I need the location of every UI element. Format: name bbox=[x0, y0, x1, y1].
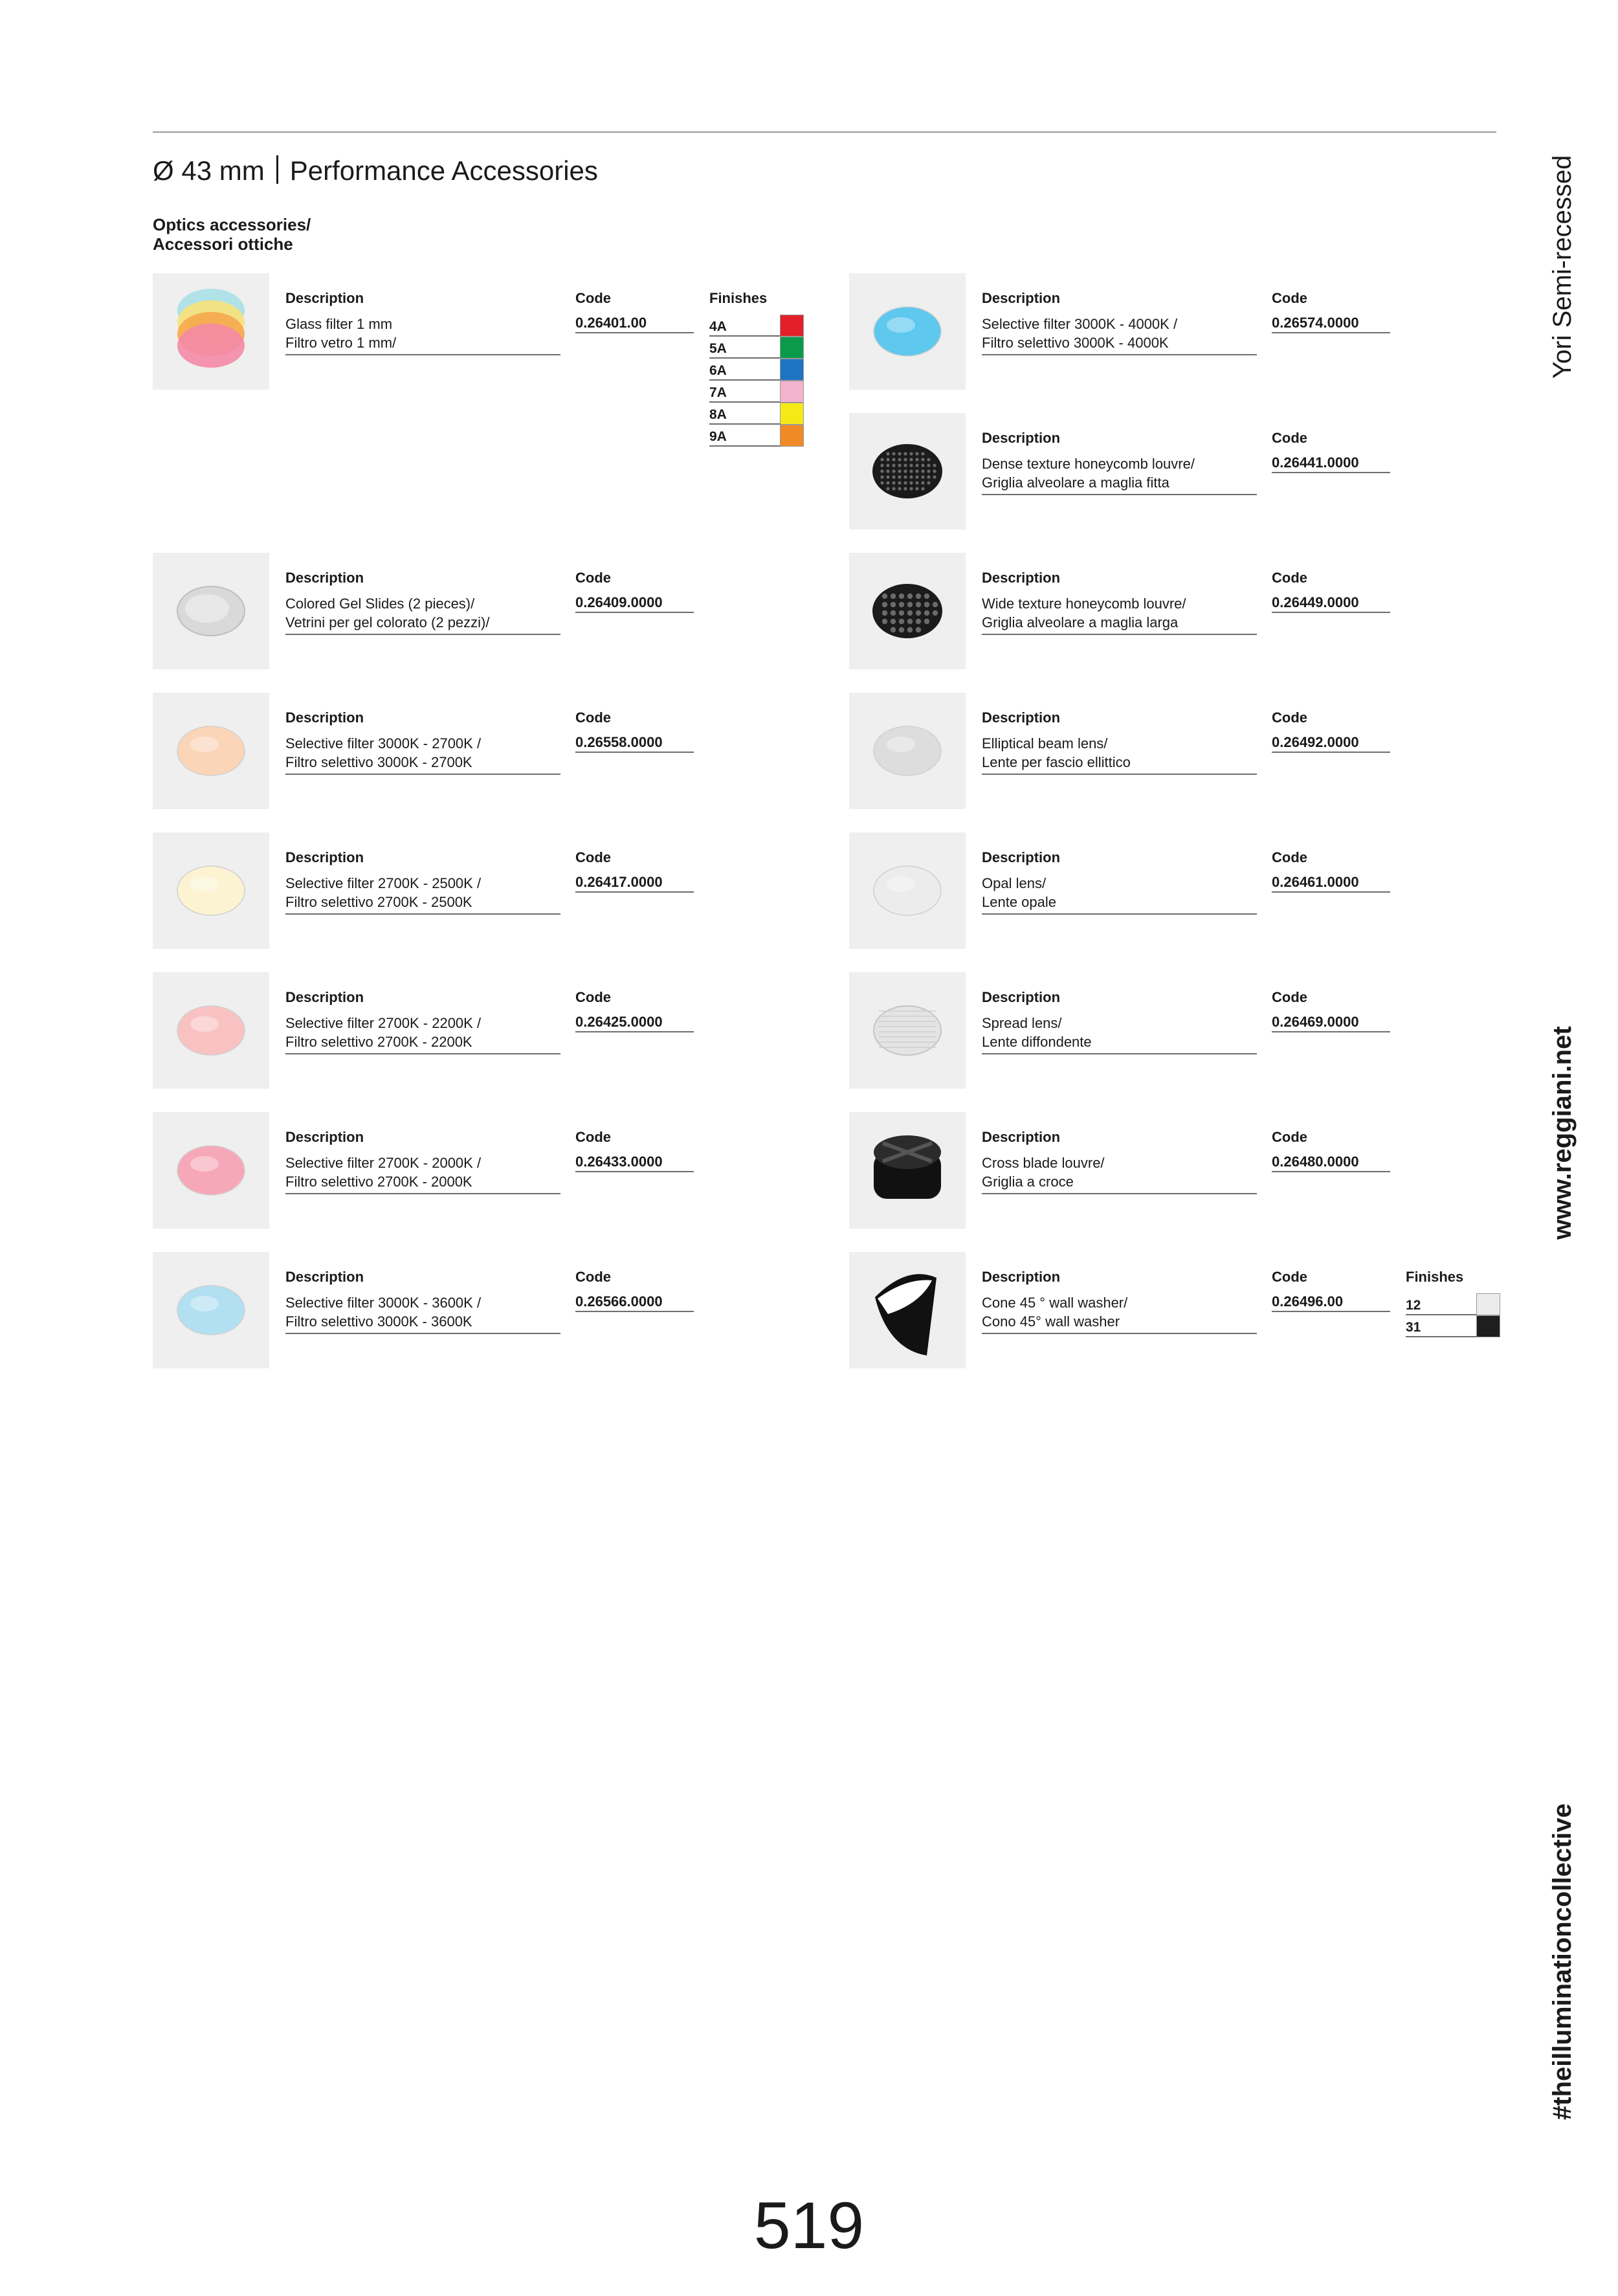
finish-swatch bbox=[1476, 1293, 1500, 1315]
code-rule bbox=[575, 752, 694, 753]
description-text-it: Griglia alveolare a maglia fitta bbox=[982, 474, 1169, 491]
finishes-header: Finishes bbox=[709, 290, 768, 306]
finish-code: 4A bbox=[709, 319, 727, 334]
description-rule bbox=[285, 1333, 560, 1334]
accessory-item bbox=[849, 693, 1496, 810]
accessory-item bbox=[153, 1112, 800, 1230]
description-rule bbox=[285, 1053, 560, 1054]
code-rule bbox=[1272, 612, 1390, 613]
description-text-en: Selective filter 2700K - 2200K / bbox=[285, 1015, 482, 1031]
code-rule bbox=[1272, 752, 1390, 753]
code-rule bbox=[1272, 891, 1390, 893]
description-label: Description bbox=[285, 849, 364, 865]
description-text-en: Selective filter 2700K - 2500K / bbox=[285, 875, 482, 891]
product-code: 0.26496.00 bbox=[1272, 1293, 1344, 1310]
code-rule bbox=[1272, 1031, 1390, 1032]
product-thumbnail bbox=[849, 972, 966, 1089]
description-label: Description bbox=[982, 430, 1061, 446]
cross-blade-louvre-icon bbox=[849, 1112, 966, 1229]
description-text-en: Selective filter 3000K - 2700K / bbox=[285, 735, 482, 752]
description-text-it: Vetrini per gel colorato (2 pezzi)/ bbox=[285, 614, 490, 630]
cone-wall-washer-icon bbox=[849, 1252, 966, 1368]
finish-swatch bbox=[780, 425, 804, 447]
title-separator bbox=[276, 155, 278, 184]
description-rule bbox=[982, 1333, 1257, 1334]
product-code: 0.26409.0000 bbox=[575, 594, 663, 610]
code-rule bbox=[1272, 1171, 1390, 1172]
description-text-it: Lente opale bbox=[982, 894, 1056, 910]
side-website: www.reggiani.net bbox=[1548, 1026, 1577, 1240]
accessory-item bbox=[849, 413, 1496, 531]
product-thumbnail bbox=[849, 553, 966, 669]
code-rule bbox=[575, 612, 694, 613]
finish-code: 8A bbox=[709, 407, 727, 422]
code-rule bbox=[1272, 1311, 1390, 1312]
finish-row bbox=[709, 337, 804, 359]
description-text-it: Filtro selettivo 2700K - 2200K bbox=[285, 1034, 472, 1050]
finish-row bbox=[709, 403, 804, 425]
description-text-en: Cone 45 ° wall washer/ bbox=[982, 1295, 1128, 1311]
description-text-en: Selective filter 2700K - 2000K / bbox=[285, 1155, 482, 1171]
code-label: Code bbox=[1272, 290, 1307, 306]
description-rule bbox=[285, 634, 560, 635]
code-rule bbox=[575, 1171, 694, 1172]
dense-honeycomb-icon bbox=[849, 413, 966, 529]
blue-filter-icon bbox=[849, 273, 966, 390]
description-rule bbox=[982, 494, 1257, 495]
code-rule bbox=[575, 332, 694, 333]
description-rule bbox=[285, 354, 560, 355]
code-label: Code bbox=[1272, 709, 1307, 726]
description-text-it: Filtro vetro 1 mm/ bbox=[285, 335, 397, 351]
finish-code: 7A bbox=[709, 385, 727, 400]
product-thumbnail bbox=[153, 832, 269, 949]
description-text-en: Cross blade louvre/ bbox=[982, 1155, 1105, 1171]
accessory-item bbox=[849, 553, 1496, 671]
product-code: 0.26480.0000 bbox=[1272, 1154, 1359, 1170]
description-rule bbox=[982, 634, 1257, 635]
product-code: 0.26461.0000 bbox=[1272, 874, 1359, 890]
side-hashtag: #theilluminationcollective bbox=[1548, 1803, 1577, 2120]
accessory-item bbox=[849, 1112, 1496, 1230]
title-size: Ø 43 mm bbox=[153, 155, 265, 186]
finish-swatch bbox=[780, 315, 804, 337]
description-label: Description bbox=[285, 570, 364, 586]
description-rule bbox=[285, 1193, 560, 1194]
product-thumbnail bbox=[849, 693, 966, 809]
finish-row bbox=[1406, 1315, 1500, 1337]
description-rule bbox=[982, 1193, 1257, 1194]
description-text-en: Wide texture honeycomb louvre/ bbox=[982, 596, 1186, 612]
description-label: Description bbox=[982, 989, 1061, 1005]
description-text-it: Filtro selettivo 2700K - 2000K bbox=[285, 1174, 472, 1190]
description-text-it: Filtro selettivo 3000K - 3600K bbox=[285, 1313, 472, 1330]
code-label: Code bbox=[575, 290, 611, 306]
product-code: 0.26449.0000 bbox=[1272, 594, 1359, 610]
accessory-item bbox=[849, 972, 1496, 1090]
product-thumbnail bbox=[153, 1252, 269, 1368]
code-rule bbox=[575, 891, 694, 893]
product-code: 0.26558.0000 bbox=[575, 734, 663, 750]
description-text-en: Opal lens/ bbox=[982, 875, 1047, 891]
description-text-it: Lente diffondente bbox=[982, 1034, 1092, 1050]
accessory-item bbox=[849, 832, 1496, 950]
product-thumbnail bbox=[153, 1112, 269, 1229]
product-code: 0.26566.0000 bbox=[575, 1293, 663, 1310]
salmon-filter-icon bbox=[153, 972, 269, 1089]
product-thumbnail bbox=[849, 413, 966, 529]
code-label: Code bbox=[575, 570, 611, 586]
section-heading-line1: Optics accessories/ bbox=[153, 215, 311, 234]
accessory-item bbox=[153, 832, 800, 950]
code-label: Code bbox=[575, 1269, 611, 1285]
finish-code: 31 bbox=[1406, 1320, 1421, 1335]
finish-swatch bbox=[780, 359, 804, 381]
gel-slide-icon bbox=[153, 553, 269, 669]
code-label: Code bbox=[1272, 570, 1307, 586]
description-label: Description bbox=[982, 709, 1061, 726]
description-text-en: Spread lens/ bbox=[982, 1015, 1062, 1031]
product-code: 0.26417.0000 bbox=[575, 874, 663, 890]
cream-filter-icon bbox=[153, 832, 269, 949]
product-code: 0.26425.0000 bbox=[575, 1014, 663, 1030]
description-rule bbox=[982, 774, 1257, 775]
description-text-en: Dense texture honeycomb louvre/ bbox=[982, 456, 1195, 472]
description-label: Description bbox=[982, 1129, 1061, 1145]
product-thumbnail bbox=[153, 553, 269, 669]
product-code: 0.26574.0000 bbox=[1272, 315, 1359, 331]
code-rule bbox=[575, 1031, 694, 1032]
description-label: Description bbox=[982, 570, 1061, 586]
description-label: Description bbox=[285, 989, 364, 1005]
finishes-table bbox=[1406, 1269, 1500, 1337]
description-rule bbox=[982, 913, 1257, 915]
finish-code: 6A bbox=[709, 363, 727, 378]
description-rule bbox=[982, 1053, 1257, 1054]
product-code: 0.26441.0000 bbox=[1272, 454, 1359, 471]
description-text-en: Glass filter 1 mm bbox=[285, 316, 393, 332]
description-rule bbox=[982, 354, 1257, 355]
finish-row bbox=[709, 315, 804, 337]
description-text-it: Filtro selettivo 3000K - 4000K bbox=[982, 335, 1169, 351]
title-name: Performance Accessories bbox=[289, 155, 598, 186]
description-label: Description bbox=[982, 1269, 1061, 1285]
description-text-en: Elliptical beam lens/ bbox=[982, 735, 1108, 752]
product-thumbnail bbox=[849, 832, 966, 949]
finish-swatch bbox=[780, 381, 804, 403]
description-text-en: Selective filter 3000K - 3600K / bbox=[285, 1295, 482, 1311]
finish-row bbox=[709, 359, 804, 381]
code-label: Code bbox=[1272, 989, 1307, 1005]
product-thumbnail bbox=[153, 972, 269, 1089]
accessory-item bbox=[849, 273, 1496, 391]
code-label: Code bbox=[1272, 1269, 1307, 1285]
accessory-item bbox=[153, 273, 800, 444]
description-label: Description bbox=[285, 1269, 364, 1285]
description-text-it: Filtro selettivo 2700K - 2500K bbox=[285, 894, 472, 910]
description-label: Description bbox=[982, 290, 1061, 306]
product-thumbnail bbox=[153, 693, 269, 809]
code-label: Code bbox=[575, 989, 611, 1005]
finish-row bbox=[709, 425, 804, 447]
finish-row bbox=[1406, 1293, 1500, 1315]
section-heading bbox=[153, 215, 311, 254]
accessory-item bbox=[849, 1252, 1496, 1370]
stacked-color-filters-icon bbox=[153, 273, 269, 390]
section-heading-line2: Accessori ottiche bbox=[153, 234, 293, 254]
code-rule bbox=[575, 1311, 694, 1312]
finishes-header: Finishes bbox=[1406, 1269, 1464, 1285]
product-code: 0.26401.00 bbox=[575, 315, 647, 331]
code-label: Code bbox=[575, 1129, 611, 1145]
code-label: Code bbox=[1272, 849, 1307, 865]
product-thumbnail bbox=[153, 273, 269, 390]
code-label: Code bbox=[1272, 1129, 1307, 1145]
page-title bbox=[153, 155, 598, 186]
accessory-item bbox=[153, 972, 800, 1090]
accessory-item bbox=[153, 1252, 800, 1370]
description-text-it: Griglia a croce bbox=[982, 1174, 1074, 1190]
product-code: 0.26469.0000 bbox=[1272, 1014, 1359, 1030]
peach-filter-icon bbox=[153, 693, 269, 809]
code-rule bbox=[1272, 472, 1390, 473]
wide-honeycomb-icon bbox=[849, 553, 966, 669]
code-label: Code bbox=[575, 709, 611, 726]
top-rule bbox=[153, 131, 1496, 133]
finishes-table bbox=[709, 290, 804, 447]
product-thumbnail bbox=[849, 1112, 966, 1229]
description-text-en: Selective filter 3000K - 4000K / bbox=[982, 316, 1178, 332]
code-label: Code bbox=[1272, 430, 1307, 446]
product-thumbnail bbox=[849, 273, 966, 390]
accessory-item bbox=[153, 693, 800, 810]
accessory-item bbox=[153, 553, 800, 671]
finish-code: 9A bbox=[709, 429, 727, 444]
pink-filter-icon bbox=[153, 1112, 269, 1229]
light-blue-filter-icon bbox=[153, 1252, 269, 1368]
description-text-it: Griglia alveolare a maglia larga bbox=[982, 614, 1179, 630]
description-rule bbox=[285, 774, 560, 775]
description-label: Description bbox=[285, 709, 364, 726]
opal-lens-icon bbox=[849, 832, 966, 949]
product-code: 0.26492.0000 bbox=[1272, 734, 1359, 750]
description-text-it: Filtro selettivo 3000K - 2700K bbox=[285, 754, 472, 770]
finish-swatch bbox=[1476, 1315, 1500, 1337]
elliptical-lens-icon bbox=[849, 693, 966, 809]
code-label: Code bbox=[575, 849, 611, 865]
finish-swatch bbox=[780, 337, 804, 359]
description-label: Description bbox=[285, 1129, 364, 1145]
code-rule bbox=[1272, 332, 1390, 333]
finish-swatch bbox=[780, 403, 804, 425]
finish-code: 5A bbox=[709, 341, 727, 356]
description-text-it: Cono 45° wall washer bbox=[982, 1313, 1120, 1330]
description-label: Description bbox=[285, 290, 364, 306]
description-text-it: Lente per fascio ellittico bbox=[982, 754, 1131, 770]
description-label: Description bbox=[982, 849, 1061, 865]
product-thumbnail bbox=[849, 1252, 966, 1368]
description-text-en: Colored Gel Slides (2 pieces)/ bbox=[285, 596, 475, 612]
page-number: 519 bbox=[753, 2189, 865, 2262]
finish-code: 12 bbox=[1406, 1298, 1421, 1313]
product-code: 0.26433.0000 bbox=[575, 1154, 663, 1170]
description-rule bbox=[285, 913, 560, 915]
spread-lens-icon bbox=[849, 972, 966, 1089]
finish-row bbox=[709, 381, 804, 403]
side-product-name: Yori Semi-recessed bbox=[1548, 155, 1577, 379]
